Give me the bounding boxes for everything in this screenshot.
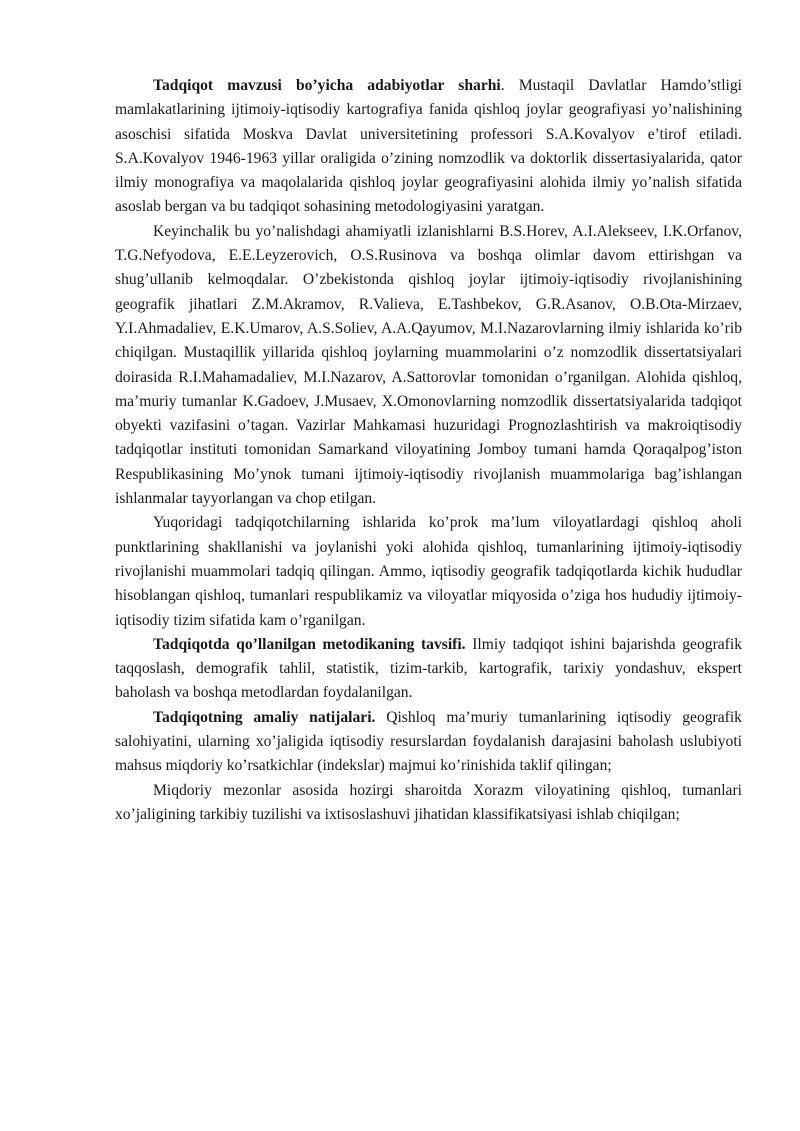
heading-practical-results: Tadqiqotning amaliy natijalari. xyxy=(153,708,376,726)
paragraph-classification xyxy=(115,779,742,828)
text-research-gap: Yuqoridagi tadqiqotchilarning ishlarida ko’prok ma’lum viloyatlardagi qishloq aholi punktlarining shakllanishi va joylanishi yoki alohida qishloq, tumanlarining ijtimoiy-iqtisodiy rivojlanishi muammolari tadqiq qilingan. Ammo, iqtisodiy geografik tadqiqotlarda kichik hududlar hisoblangan qishloq, tumanlari respublikamiz va viloyatlar miqyosida o’ziga hos hududiy ijtimoiy-iqtisodiy tizim sifatida kam o’rganilgan. xyxy=(115,514,742,629)
text-methodology: Ilmiy tadqiqot ishini bajarishda geografik taqqoslash, demografik tahlil, statistik, tizim-tarkib, kartografik, tarixiy yondashuv, ekspert baholash va boshqa metodlardan foydalanilgan. xyxy=(115,635,742,702)
paragraph-research-gap xyxy=(115,511,742,632)
text-practical-results: Qishloq ma’muriy tumanlarining iqtisodiy geografik salohiyatini, ularning xo’jaligida iqtisodiy resurslardan foydalanish darajasini baholash uslubiyoti mahsus miqdoriy ko’rsatkichlar (indekslar) majmui ko’rinishida taklif qilingan; xyxy=(115,708,742,775)
heading-methodology: Tadqiqotda qo’llanilgan metodikaning tavsifi. xyxy=(153,635,466,653)
text-classification: Miqdoriy mezonlar asosida hozirgi sharoitda Xorazm viloyatining qishloq, tumanlari xo’jaligining tarkibiy tuzilishi va ixtisoslashuvi jihatidan klassifikatsiyasi ishlab chiqilgan; xyxy=(115,781,742,823)
text-literature-review: . Mustaqil Davlatlar Hamdo’stligi mamlakatlarining ijtimoiy-iqtisodiy kartografiya fanida qishloq joylar geografiyasi yo’nalishining asoschisi sifatida Moskva Davlat universitetining professori S.A.Kovalyov e’tirof etiladi. S.A.Kovalyov 1946-1963 yillar oraligida o’zining nomzodlik va doktorlik dissertasiyalarida, qator ilmiy monografiya va maqolalarida qishloq joylar geografiyasini alohida ilmiy yo’nalish sifatida asoslab bergan va bu tadqiqot sohasining metodologiyasini yaratgan. xyxy=(115,77,742,216)
paragraph-methodology xyxy=(115,633,742,706)
paragraph-researchers xyxy=(115,220,742,512)
paragraph-practical-results xyxy=(115,706,742,779)
text-researchers: Keyinchalik bu yo’nalishdagi ahamiyatli izlanishlarni B.S.Horev, A.I.Alekseev, I.K.Orfanov, T.G.Nefyodova, E.E.Leyzerovich, O.S.Rusinova va boshqa olimlar davom ettirishgan va shug’ullanib kelmoqdalar. O’zbekistonda qishloq joylar ijtimoiy-iqtisodiy rivojlanishining geografik jihatlari Z.M.Akramov, R.Valieva, E.Tashbekov, G.R.Asanov, O.B.Ota-Mirzaev, Y.I.Ahmadaliev, E.K.Umarov, A.S.Soliev, A.A.Qayumov, M.I.Nazarovlarning ilmiy ishlarida ko’rib chiqilgan. Mustaqillik yillarida qishloq joylarning muammolarini o’z nomzodlik dissertatsiyalari doirasida R.I.Mahamadaliev, M.I.Nazarov, A.Sattorovlar tomonidan o’rganilgan. Alohida qishloq, ma’muriy tumanlar K.Gadoev, J.Musaev, X.Omonovlarning nomzodlik dissertatsiyalarida tadqiqot obyekti vazifasini o’tagan. Vazirlar Mahkamasi huzuridagi Prognozlashtirish va makroiqtisodiy tadqiqotlar instituti tomonidan Samarkand viloyatining Jomboy tumani hamda Qoraqalpog’iston Respublikasining Mo’ynok tumani ijtimoiy-iqtisodiy rivojlanish muammolariga bag’ishlangan ishlanmalar tayyorlangan va chop etilgan. xyxy=(115,222,742,508)
body-text xyxy=(115,74,742,827)
paragraph-literature-review xyxy=(115,74,742,220)
heading-literature-review: Tadqiqot mavzusi bo’yicha adabiyotlar sharhi xyxy=(153,77,501,94)
